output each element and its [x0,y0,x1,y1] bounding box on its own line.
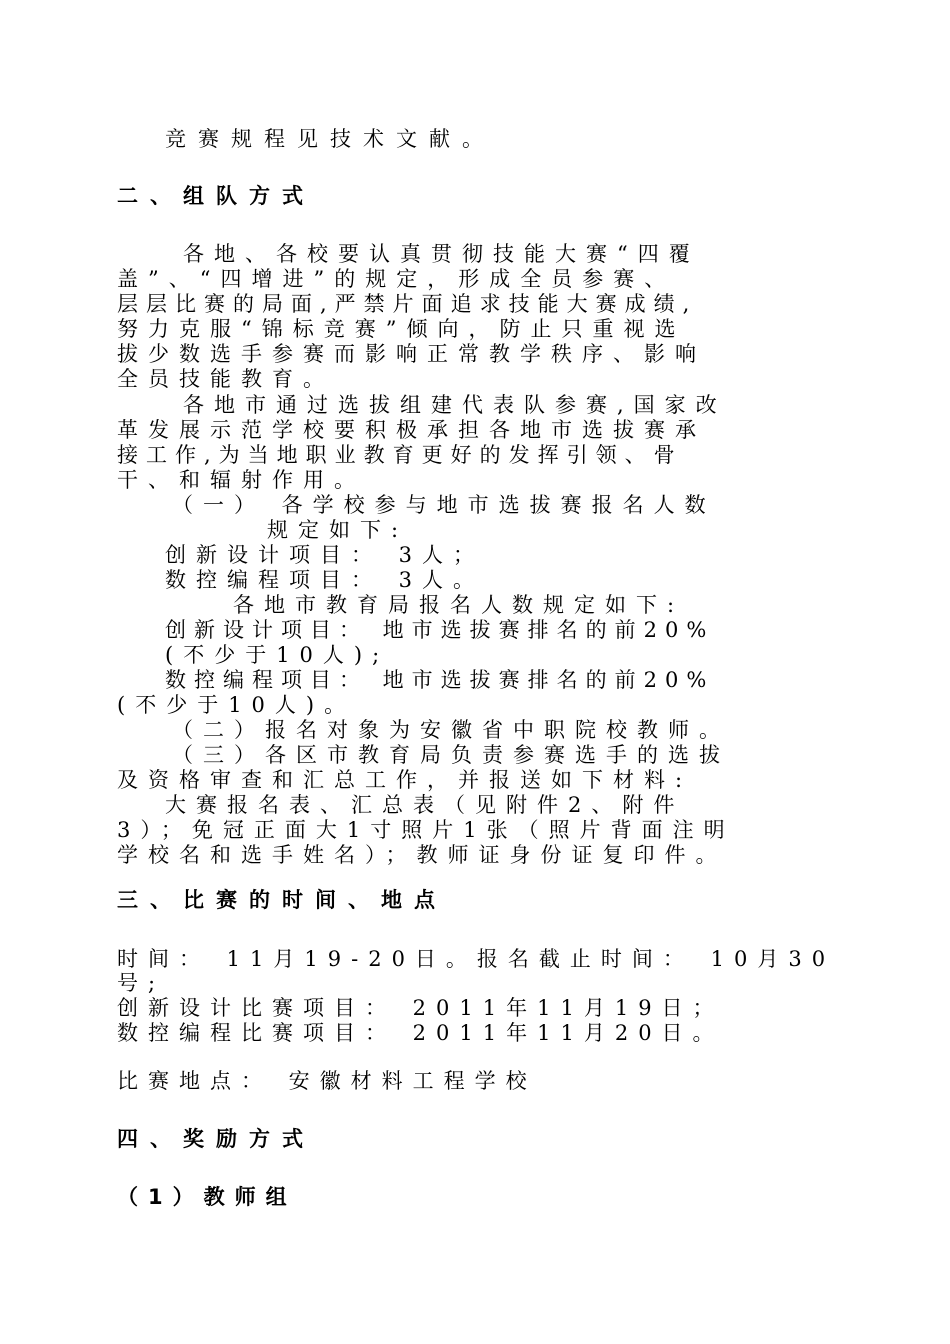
para-2-line-4: 干、和辐射作用。 [117,468,365,492]
time-line-3: 创新设计比赛项目： 2011年11月19日； [117,996,724,1020]
section-heading-3: 三、比赛的时间、地点 [117,888,447,912]
para-1-line-5: 拔少数选手参赛而影响正常教学秩序、影响 [117,342,706,366]
item-2: （二）报名对象为安徽省中职院校教师。 [172,718,730,742]
item-1-line-1: （一） 各学校参与地市选拔赛报名人数 [172,493,716,517]
city-quota-4: (不少于10人)。 [117,693,356,717]
para-1-line-4: 努力克服“锦标竞赛”倾向，防止只重视选 [117,317,686,341]
item-3-line-2: 及资格审查和汇总工作，并报送如下材料: [117,768,693,792]
para-2-line-1: 各地市通过选拔组建代表队参赛,国家改 [183,393,727,417]
school-quota-2: 数控编程项目： 3人。 [165,568,485,592]
materials-line-1: 大赛报名表、汇总表（见附件2、附件 [165,793,685,817]
venue-line: 比赛地点： 安徽材料工程学校 [117,1069,537,1093]
time-line-1: 时间： 11月19-20日。报名截止时间： 10月30 [117,947,836,971]
time-line-2: 号; [117,971,166,995]
city-quota-title: 各地市教育局报名人数规定如下: [233,593,685,617]
time-line-4: 数控编程比赛项目： 2011年11月20日。 [117,1021,724,1045]
item-3-line-1: （三）各区市教育局负责参赛选手的选拔 [172,743,730,767]
para-2-line-2: 革发展示范学校要积极承担各地市选拔赛承 [117,418,706,442]
city-quota-2: (不少于10人); [165,643,390,667]
school-quota-1: 创新设计项目： 3人； [165,543,485,567]
materials-line-3: 学校名和选手姓名）；教师证身份证复印件。 [117,843,727,867]
city-quota-3: 数控编程项目： 地市选拔赛排名的前20% [165,668,715,692]
section-heading-2: 二、组队方式 [117,184,315,208]
para-1-line-1: 各地、各校要认真贯彻技能大赛“四覆 [183,242,700,266]
para-1-line-6: 全员技能教育。 [117,367,334,391]
city-quota-1: 创新设计项目： 地市选拔赛排名的前20% [165,618,715,642]
item-1-line-2: 规定如下: [267,518,409,542]
para-1-line-2: 盖”、“四增进”的规定，形成全员参赛、 [117,267,676,291]
para-2-line-3: 接工作,为当地职业教育更好的发挥引领、骨 [117,443,683,467]
section-4-sub-heading: （1）教师组 [117,1185,297,1209]
rules-line: 竞赛规程见技术文献。 [165,127,495,151]
para-1-line-3: 层层比赛的局面,严禁片面追求技能大赛成绩, [117,292,698,316]
materials-line-2: 3）；免冠正面大1寸照片1张（照片背面注明 [117,818,735,842]
section-heading-4: 四、奖励方式 [117,1127,315,1151]
